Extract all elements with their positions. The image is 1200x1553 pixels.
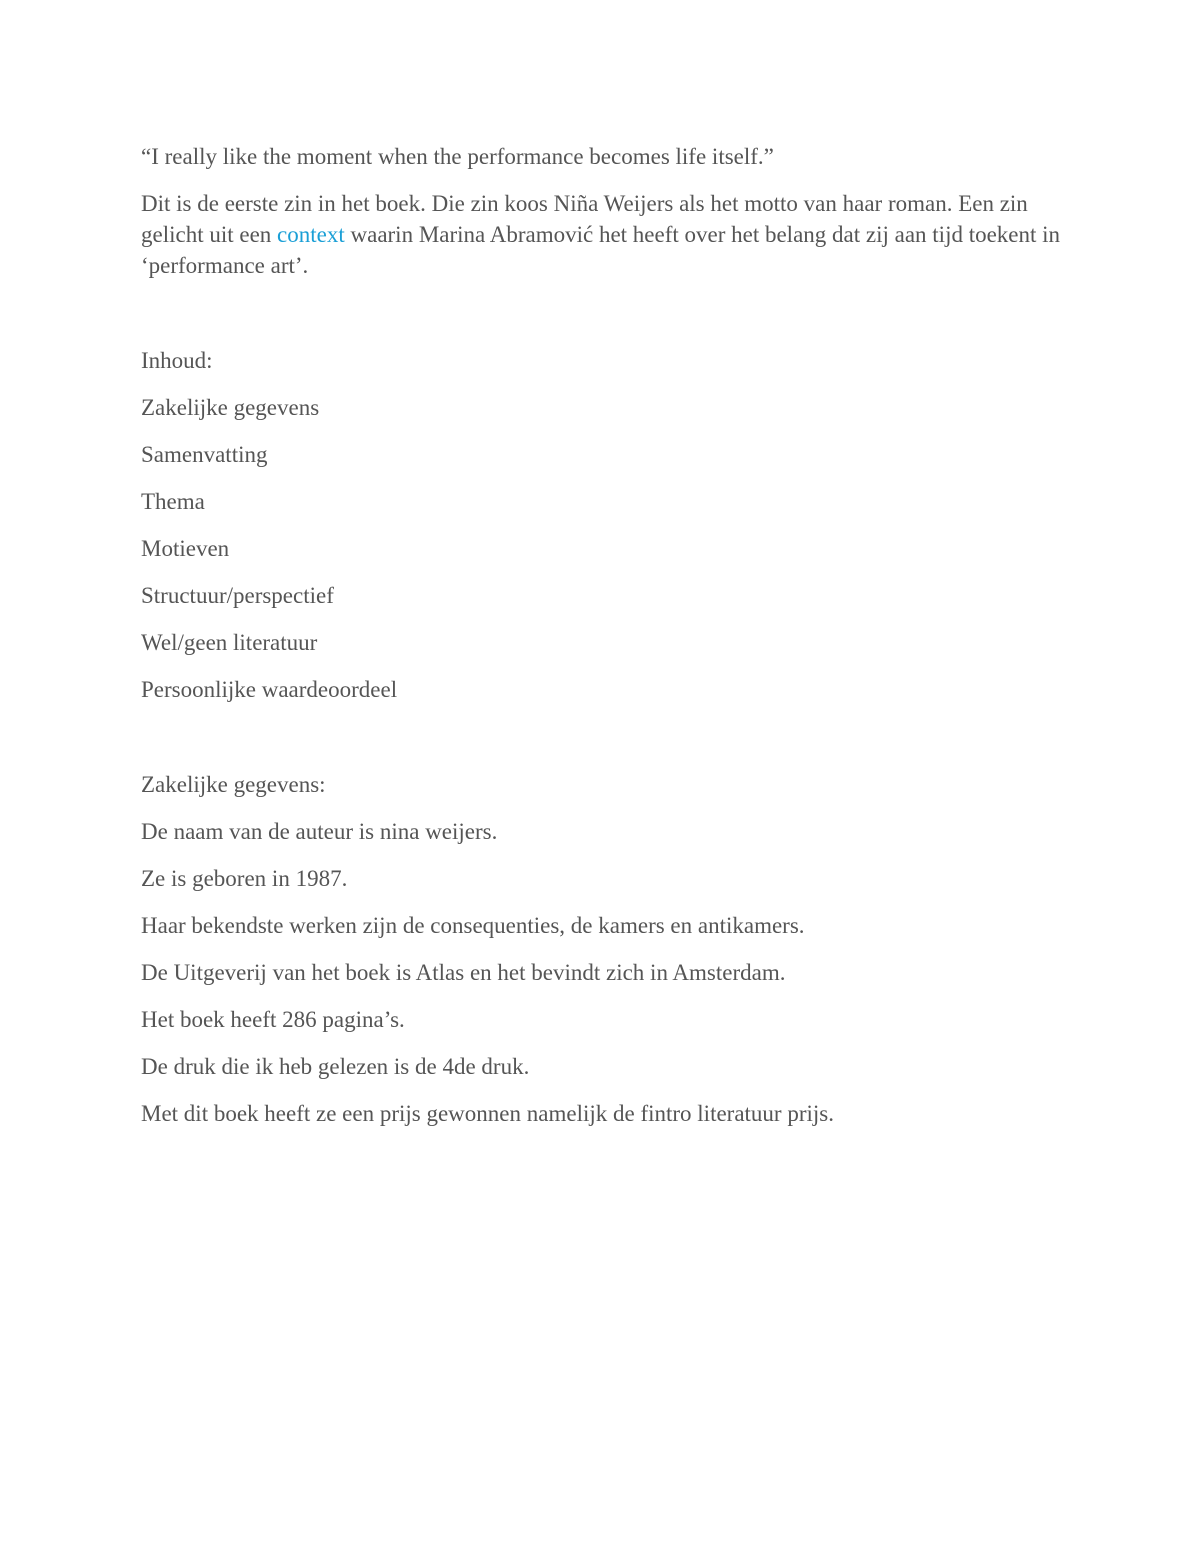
spacer — [141, 721, 1071, 769]
toc-item-thema: Thema — [141, 489, 205, 514]
intro-text-after-link: waarin Marina Abramović het heeft over het belang dat zij aan tijd toekent in ‘performance art’. — [141, 222, 1061, 278]
fact-page-count: Het boek heeft 286 pagina’s. — [141, 1007, 405, 1032]
fact-known-works: Haar bekendste werken zijn de consequenties, de kamers en antikamers. — [141, 913, 805, 938]
toc-item-persoonlijke-waardeoordeel: Persoonlijke waardeoordeel — [141, 677, 398, 702]
fact-edition: De druk die ik heb gelezen is de 4de druk. — [141, 1054, 530, 1079]
toc-item-samenvatting: Samenvatting — [141, 442, 268, 467]
toc-list — [141, 392, 1071, 705]
facts-list — [141, 816, 1071, 1129]
spacer — [141, 281, 1071, 345]
fact-publisher: De Uitgeverij van het boek is Atlas en het bevindt zich in Amsterdam. — [141, 960, 786, 985]
toc-heading: Inhoud: — [141, 348, 213, 373]
context-link[interactable]: context — [277, 222, 345, 247]
intro-text-before-link: Dit is de eerste zin in het boek. Die zin koos Niña Weijers als het motto van haar roman. Een zin gelicht uit een — [141, 191, 1028, 247]
toc-item-zakelijke-gegevens: Zakelijke gegevens — [141, 395, 320, 420]
fact-prize: Met dit boek heeft ze een prijs gewonnen namelijk de fintro literatuur prijs. — [141, 1101, 834, 1126]
toc-item-structuur-perspectief: Structuur/perspectief — [141, 583, 334, 608]
facts-heading: Zakelijke gegevens: — [141, 772, 326, 797]
toc-item-motieven: Motieven — [141, 536, 230, 561]
opening-quote: “I really like the moment when the performance becomes life itself.” — [141, 144, 774, 169]
toc-item-wel-geen-literatuur: Wel/geen literatuur — [141, 630, 318, 655]
intro-paragraph — [141, 188, 1071, 281]
document-page — [141, 141, 1071, 1145]
fact-author-name: De naam van de auteur is nina weijers. — [141, 819, 498, 844]
fact-birth-year: Ze is geboren in 1987. — [141, 866, 348, 891]
